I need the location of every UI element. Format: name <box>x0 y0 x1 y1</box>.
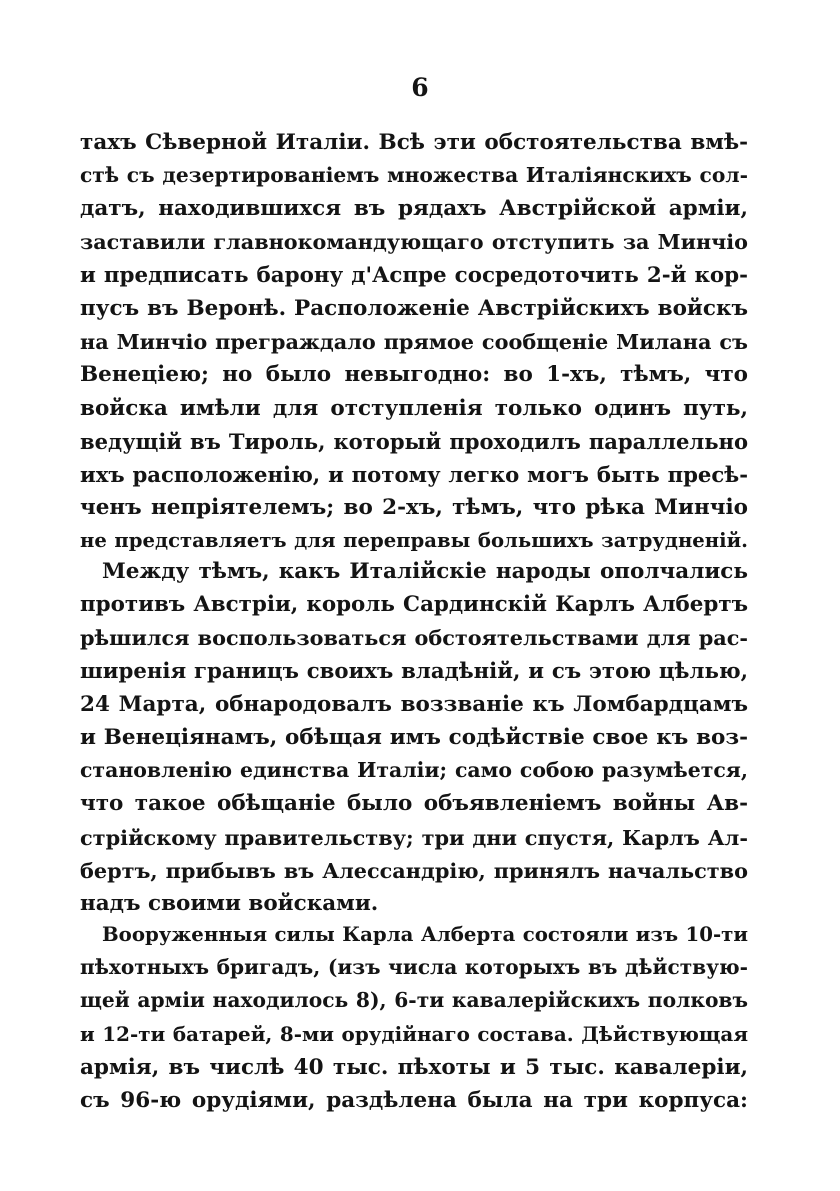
text-line: 24 Марта, обнародовалъ воззваніе къ Ломбардцамъ <box>80 691 748 717</box>
text-line: и 12-ти батарей, 8-ми орудійнаго состава. Дѣйствующая <box>80 1021 748 1046</box>
page-number: 6 <box>411 73 429 102</box>
text-line: что такое обѣщаніе было объявленіемъ войны Ав- <box>80 791 748 817</box>
text-line: рѣшился воспользоваться обстоятельствами для рас- <box>80 625 748 651</box>
text-line: ведущій въ Тироль, который проходилъ параллельно <box>80 428 748 454</box>
text-line: щей арміи находилось 8), 6-ти кавалерійскихъ полковъ <box>80 988 748 1013</box>
text-line: ченъ непріятелемъ; во 2-хъ, тѣмъ, что рѣка Минчіо <box>80 495 748 521</box>
text-line: Вооруженныя силы Карла Алберта состояли изъ 10-ти <box>102 922 748 946</box>
text-line: пусъ въ Веронѣ. Расположеніе Австрійскихъ войскъ <box>80 295 748 321</box>
text-line: ихъ расположенію, и потому легко могъ быть пресѣ- <box>80 461 748 487</box>
text-line: Между тѣмъ, какъ Италійскіе народы ополчались <box>102 559 748 584</box>
text-line: съ 96-ю орудіями, раздѣлена была на три корпуса: <box>80 1087 748 1113</box>
paragraph-1 <box>80 126 748 557</box>
text-line: войска имѣли для отступленія только одинъ путь, <box>80 395 748 421</box>
text-line: становленію единства Италіи; само собою разумѣется, <box>80 758 748 783</box>
text-line: стрійскому правительству; три дни спустя, Карлъ Ал- <box>80 824 748 850</box>
text-line: армія, въ числѣ 40 тыс. пѣхоты и 5 тыс. кавалеріи, <box>80 1054 748 1080</box>
text-line: пѣхотныхъ бригадъ, (изъ числа которыхъ въ дѣйствую- <box>80 955 748 980</box>
text-line: бертъ, прибывъ въ Алессандрію, принялъ начальство <box>80 857 748 883</box>
text-line: тахъ Сѣверной Италіи. Всѣ эти обстоятельства вмѣ- <box>80 130 748 155</box>
paragraph-2 <box>80 555 748 920</box>
text-line: не представляетъ для переправы большихъ затрудненій. <box>80 529 748 553</box>
text-line: и предписать барону д'Аспре сосредоточить 2-й кор- <box>80 262 748 288</box>
paragraph-3 <box>80 918 748 1117</box>
text-line: стѣ съ дезертированіемъ множества Италіянскихъ сол- <box>80 163 748 188</box>
text-line: и Венеціянамъ, обѣщая имъ содѣйствіе свое къ воз- <box>80 724 748 750</box>
text-line: на Минчіо преграждало прямое сообщеніе Милана съ <box>80 329 748 355</box>
text-line: Венеціею; но было невыгодно: во 1-хъ, тѣмъ, что <box>80 362 748 388</box>
text-line: ширенія границъ своихъ владѣній, и съ этою цѣлью, <box>80 658 748 684</box>
text-line: заставили главнокомандующаго отступить за Минчіо <box>80 229 748 254</box>
text-line: надъ своими войсками. <box>80 890 379 916</box>
text-line: датъ, находившихся въ рядахъ Австрійской арміи, <box>80 196 748 222</box>
text-line: противъ Австріи, король Сардинскій Карлъ Албертъ <box>80 592 748 618</box>
